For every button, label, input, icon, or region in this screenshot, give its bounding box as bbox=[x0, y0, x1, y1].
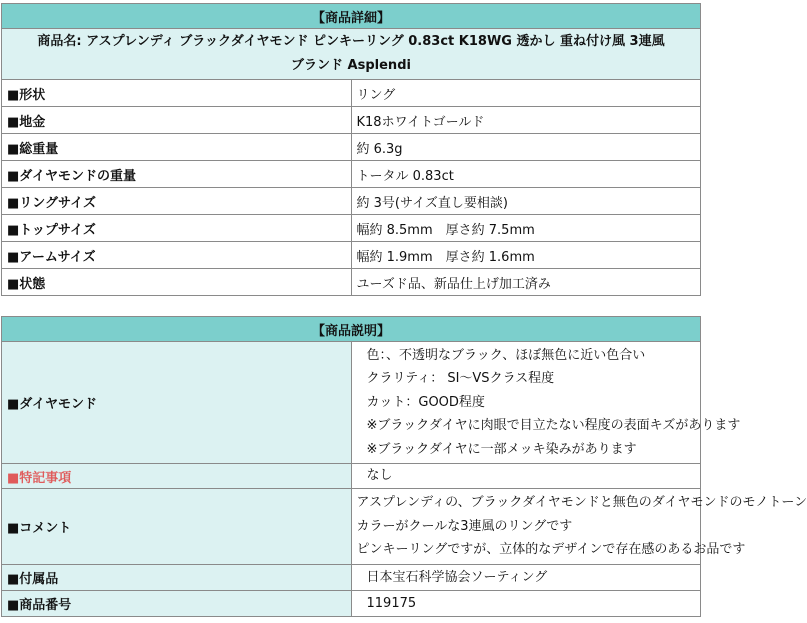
ring-size-value: 約 3号(サイズ直し要相談) bbox=[351, 188, 701, 215]
shape-value: リング bbox=[351, 80, 701, 107]
condition-label: ■状態 bbox=[2, 269, 352, 296]
accessories-label: ■付属品 bbox=[2, 565, 352, 591]
comment-text bbox=[351, 489, 807, 565]
shape-label: ■形状 bbox=[2, 80, 352, 107]
item-number-text: 119175 bbox=[366, 595, 417, 611]
product-description-table bbox=[1, 316, 807, 617]
item-number-value bbox=[351, 591, 701, 617]
diamond-details bbox=[351, 342, 741, 464]
top-size-value: 幅約 8.5mm 厚さ約 7.5mm bbox=[351, 215, 701, 242]
ring-size-label: ■リングサイズ bbox=[2, 188, 352, 215]
accessories-text: 日本宝石科学協会ソーティング bbox=[366, 569, 548, 585]
product-title-cell bbox=[2, 29, 701, 80]
diamond-label: ■ダイヤモンド bbox=[2, 342, 352, 464]
diamond-cut-line: カット：GOOD程度 bbox=[366, 394, 485, 410]
accessories-value bbox=[351, 565, 701, 591]
condition-value: ユーズド品、新品仕上げ加工済み bbox=[351, 269, 701, 296]
diamond-note-line-2: ※ブラックダイヤに一部メッキ染みがあります bbox=[366, 441, 637, 457]
arm-size-label: ■アームサイズ bbox=[2, 242, 352, 269]
description-header: 【商品説明】 bbox=[2, 317, 701, 342]
special-notes-label: ■特記事項 bbox=[2, 464, 352, 489]
total-weight-label: ■総重量 bbox=[2, 134, 352, 161]
metal-label: ■地金 bbox=[2, 107, 352, 134]
metal-value: K18ホワイトゴールド bbox=[351, 107, 701, 134]
comment-line-2: カラーがクールな3連風のリングです bbox=[356, 518, 573, 534]
comment-line-1: アスプレンディの、ブラックダイヤモンドと無色のダイヤモンドのモノトーン bbox=[356, 495, 807, 511]
diamond-color-line: 色：、不透明なブラック、ほぼ無色に近い色合い bbox=[366, 347, 646, 363]
total-weight-value: 約 6.3g bbox=[351, 134, 701, 161]
brand-name: ブランド Asplendi bbox=[291, 58, 411, 73]
comment-line-3: ピンキーリングですが、立体的なデザインで存在感のあるお品です bbox=[356, 542, 746, 558]
diamond-weight-label: ■ダイヤモンドの重量 bbox=[2, 161, 352, 188]
product-details-table bbox=[1, 3, 701, 296]
special-notes-value bbox=[351, 464, 701, 489]
top-size-label: ■トップサイズ bbox=[2, 215, 352, 242]
diamond-note-line-1: ※ブラックダイヤに肉眼で目立たない程度の表面キズがあります bbox=[366, 418, 741, 434]
details-header: 【商品詳細】 bbox=[2, 4, 701, 29]
product-name: 商品名: アスプレンディ ブラックダイヤモンド ピンキーリング 0.83ct K18WG 透かし 重ね付け風 3連風 bbox=[37, 34, 665, 50]
diamond-clarity-line: クラリティ： SI～VSクラス程度 bbox=[366, 371, 555, 387]
comment-label: ■コメント bbox=[2, 489, 352, 565]
special-notes-text: なし bbox=[366, 468, 393, 484]
arm-size-value: 幅約 1.9mm 厚さ約 1.6mm bbox=[351, 242, 701, 269]
item-number-label: ■商品番号 bbox=[2, 591, 352, 617]
diamond-weight-value: トータル 0.83ct bbox=[351, 161, 701, 188]
